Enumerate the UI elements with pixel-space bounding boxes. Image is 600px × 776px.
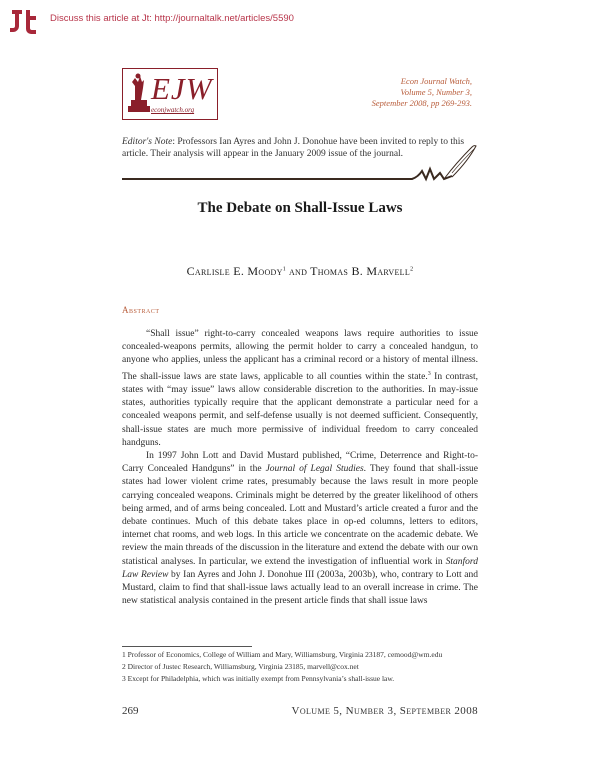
footnote-1: 1 Professor of Economics, College of William and Mary, Williamsburg, Virginia 23187, cemood@wm.edu: [122, 650, 443, 659]
journal-name-slr: Stanford Law Review: [122, 556, 478, 580]
discuss-article-link[interactable]: Discuss this article at Jt: http://journaltalk.net/articles/5590: [50, 13, 294, 24]
paragraph-2: [122, 450, 478, 608]
article-authors: [0, 264, 600, 279]
footnotes: [122, 650, 478, 686]
paragraph-2-text-a: In 1997 John Lott and David Mustard published, “Crime, Deterrence and Right-to-Carry Concealed Handguns” in the: [122, 450, 478, 475]
abstract-heading: Abstract: [122, 305, 160, 315]
paragraph-1: [122, 328, 478, 450]
ejw-logo: [122, 68, 218, 120]
author-2-footnote-ref: 2: [410, 266, 414, 273]
paragraph-1-text-b: In contrast, states with “may issue” laws allow considerable discretion to the authorities. In may-issue states, authorities typically require that the applicant demonstrate a particular need for a concealed weapons permit, and self-defense usually is not deemed sufficient. Consequently, shall-issue states are much more permissive of individual freedom to carry concealed handguns.: [122, 371, 478, 448]
author-1-footnote-ref: 1: [282, 266, 287, 273]
author-1: Carlisle E. Moody: [186, 264, 283, 278]
author-2: Thomas B. Marvell: [310, 264, 411, 278]
journal-citation-line3: September 2008, pp 269-293.: [371, 98, 472, 108]
article-title: The Debate on Shall-Issue Laws: [197, 200, 403, 216]
footnote-ref-3: 3: [427, 370, 431, 377]
authors-conjunction: and: [288, 264, 308, 278]
article-body: [122, 328, 478, 608]
ejw-statue-icon: [126, 72, 152, 116]
journal-name-jls: Journal of Legal Studies: [265, 464, 364, 475]
footnote-3: 3 Except for Philadelphia, which was initially exempt from Pennsylvania’s shall-issue law.: [122, 674, 395, 683]
paragraph-1-text-a: “Shall issue” right-to-carry concealed weapons laws require authorities to issue concealed-weapons permits, allowing the permit holder to carry a concealed handgun, to anyone who applies, unless the applicant has a criminal record or a history of mental illness. The shall-issue laws are state laws, applicable to all counties within the state.: [122, 329, 478, 382]
editors-note-text: : Professors Ian Ayres and John J. Donohue have been invited to reply to this article. Their analysis will appear in the January 2009 issue of the journal.: [122, 137, 465, 159]
ejw-logo-text: EJW: [151, 71, 213, 106]
paragraph-2-text-c: by Ian Ayres and John J. Donohue III (2003a, 2003b), who, contrary to Lott and Mustard, claim to find that shall-issue laws actually lead to an overall increase in crime. The new statistical analysis contained in the present article finds that shall issue laws: [122, 569, 478, 607]
quill-pen-icon: [122, 143, 480, 185]
volume-info: Volume 5, Number 3, September 2008: [291, 705, 478, 717]
journal-citation-line2: Volume 5, Number 3,: [400, 87, 472, 97]
paragraph-2-text-b: . They found that shall-issue states had lower violent crime rates, presumably because the laws result in more people carrying concealed weapons. Criminals might be deterred by the greater likelihood of others being armed, and of arms being concealed. Lott and Mustard’s article created a furor and the debate continues. Much of this debate takes place in op-ed columns, letters to editors, internet chat rooms, and web logs. In this article we concentrate on the academic debate. We review the main threads of the discussion in the literature and extend the debate with our own statistical analyses. In particular, we extend the investigation of influential work in: [122, 464, 478, 567]
editors-note-label: Editor's Note: [122, 137, 173, 147]
jt-logo[interactable]: [8, 6, 44, 36]
footnote-divider: [122, 646, 252, 647]
journal-citation-line1: Econ Journal Watch,: [400, 76, 472, 86]
ejw-logo-tagline: econjwatch.org: [151, 106, 195, 114]
footnote-2: 2 Director of Justec Research, Williamsburg, Virginia 23185, marvell@cox.net: [122, 662, 359, 671]
page-number: 269: [122, 705, 139, 717]
journal-citation: [372, 76, 472, 109]
